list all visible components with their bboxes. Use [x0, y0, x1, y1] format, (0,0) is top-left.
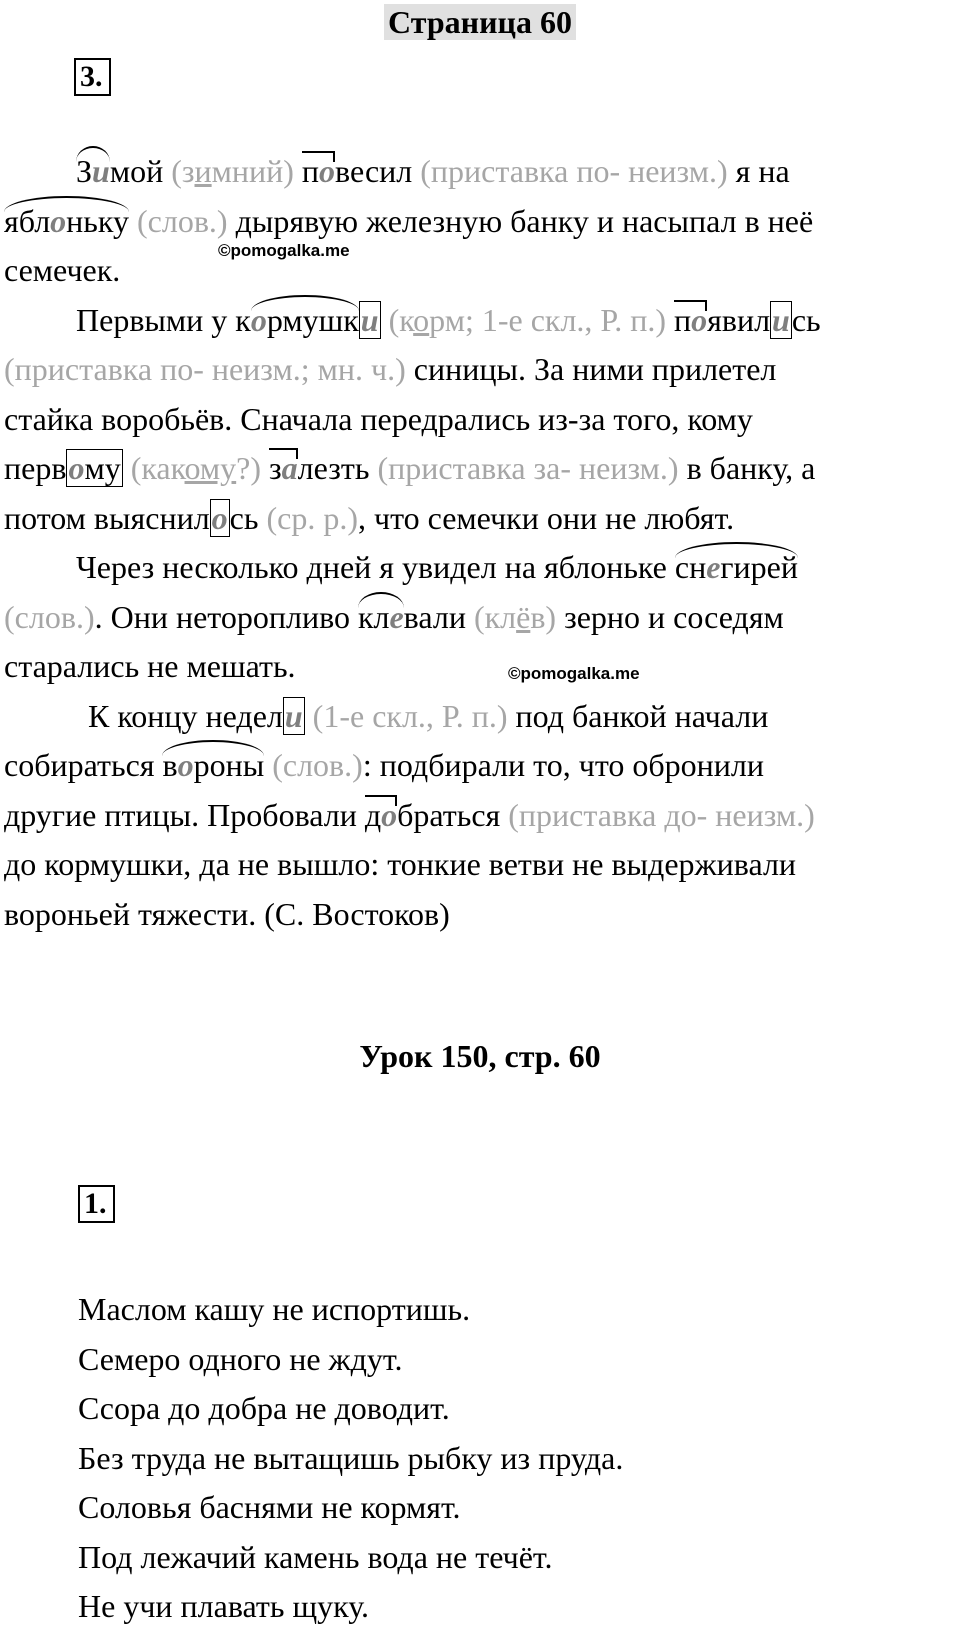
proverb-line: Соловья баснями не кормят.	[78, 1489, 461, 1525]
text-line: стайка воробьёв. Сначала передрались из-за того, кому	[4, 400, 753, 437]
word-root-arc: яблоньку	[4, 197, 129, 247]
page-title	[0, 4, 960, 41]
word-root-arc: ормушк	[251, 296, 359, 346]
text-line: Первыми у кормушки (корм; 1-е скл., Р. п.) появились	[4, 296, 956, 346]
text-line: вороньей тяжести. (С. Востоков)	[4, 895, 450, 932]
ending-box: ому	[68, 450, 121, 486]
text-line: яблоньку (слов.) дырявую железную банку и насыпал в неё	[4, 197, 956, 247]
hint: (слов.)	[4, 598, 95, 635]
watermark: ©pomogalka.me	[218, 241, 350, 260]
text-line: (слов.). Они неторопливо клевали (клёв) зерно и соседям	[4, 593, 956, 643]
proverbs-list	[78, 1285, 623, 1632]
hint: (слов.)	[272, 747, 363, 783]
hint: (корм; 1-е скл., Р. п.)	[388, 301, 666, 338]
ending-box: и	[360, 301, 379, 338]
ending-box: и	[284, 697, 303, 734]
proverb-line: Маслом кашу не испортишь.	[78, 1291, 471, 1327]
hint: (слов.)	[136, 202, 228, 239]
word-root-arc: Зи	[76, 147, 110, 197]
hint: (приставка до- неизм.)	[508, 796, 815, 833]
task-number-3: 3.	[74, 58, 111, 96]
text-line: Через несколько дней я увидел на яблоньке снегирей	[4, 543, 956, 593]
text-line: собираться вороны (слов.): подбирали то, что обронили	[4, 741, 956, 791]
text-line: старались не мешать.	[4, 648, 296, 684]
text-line: потом выяснилось (ср. р.), что семечки они не любят.	[4, 499, 735, 536]
text-line: до кормушки, да не вышло: тонкие ветви не выдерживали	[4, 846, 797, 882]
prefix-mark: до	[365, 791, 397, 841]
proverb-line: Под лежачий камень вода не течёт.	[78, 1538, 553, 1575]
task-number-1: 1.	[78, 1185, 115, 1223]
hint: (приставка по- неизм.)	[420, 153, 728, 189]
exercise-text	[4, 147, 956, 939]
hint: (клёв)	[473, 598, 557, 635]
ending-box: о	[211, 499, 228, 536]
proverb-line: Ссора до добра не доводит.	[78, 1390, 450, 1426]
prefix-mark: по	[674, 296, 707, 346]
ending-box: и	[772, 301, 790, 338]
hint: (приставка по- неизм.; мн. ч.)	[4, 351, 406, 387]
hint: (1-е скл., Р. п.)	[312, 697, 508, 734]
hint: (приставка за- неизм.)	[377, 450, 679, 486]
hint: (ср. р.)	[266, 499, 358, 536]
text-line: первому (какому?) залезть (приставка за- неизм.) в банку, а	[4, 444, 956, 494]
text-line: К концу недели (1-е скл., Р. п.) под банкой начали	[88, 697, 769, 734]
prefix-mark: за	[269, 444, 298, 494]
lesson-title: Урок 150, стр. 60	[359, 1038, 601, 1074]
prefix-mark: по	[302, 147, 335, 197]
text-line: (приставка по- неизм.; мн. ч.) синицы. За ними прилетел	[4, 351, 777, 387]
proverb-line: Семеро одного не ждут.	[78, 1340, 403, 1377]
proverb-line: Без труда не вытащишь рыбку из пруда.	[78, 1439, 624, 1476]
hint: (какому?)	[130, 450, 262, 486]
proverb-line: Не учи плавать щуку.	[78, 1588, 369, 1624]
word-root-arc: снегирей	[675, 543, 798, 593]
word-root-arc: вороны	[162, 741, 264, 791]
text-line: другие птицы. Пробовали добраться (приставка до- неизм.)	[4, 791, 956, 841]
hint: (зимний)	[171, 153, 294, 189]
text-line: семечек.	[4, 252, 121, 288]
watermark: ©pomogalka.me	[508, 664, 640, 683]
text-line: Зимой (зимний) повесил (приставка по- неизм.) я на	[4, 147, 956, 197]
word-root-arc: кле	[358, 593, 404, 643]
page-title-text: Страница 60	[384, 4, 576, 40]
